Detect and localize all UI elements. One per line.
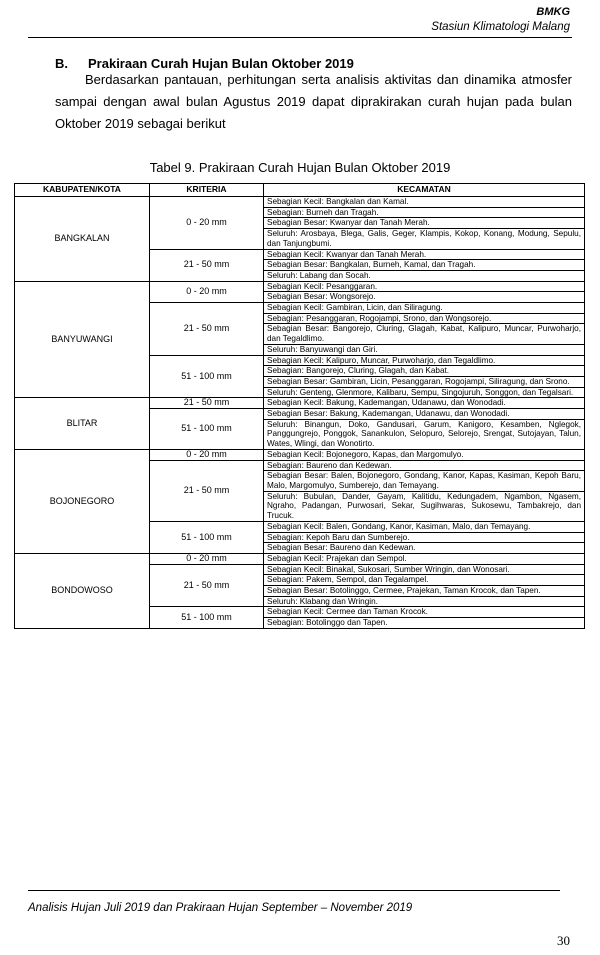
intro-paragraph [55,69,572,135]
kecamatan-cell: Seluruh: Banyuwangi dan Giri. [264,344,585,355]
kecamatan-cell: Sebagian: Kepoh Baru dan Sumberejo. [264,532,585,543]
table-row [15,281,585,292]
kriteria-cell: 21 - 50 mm [150,460,264,521]
kriteria-cell: 51 - 100 mm [150,521,264,553]
kabupaten-cell: BANYUWANGI [15,281,150,398]
column-header-kriteria: KRITERIA [150,184,264,197]
footer-text: Analisis Hujan Juli 2019 dan Prakiraan Hujan September – November 2019 [28,902,413,914]
kabupaten-cell: BOJONEGORO [15,449,150,553]
table-header-row [15,184,585,197]
kecamatan-cell: Sebagian Besar: Bangorejo, Cluring, Glagah, Kabat, Kalipuro, Muncar, Purwoharjo, dan Tegaldlimo. [264,324,585,344]
kecamatan-cell: Sebagian Kecil: Kalipuro, Muncar, Purwoharjo, dan Tegaldlimo. [264,355,585,366]
kecamatan-cell: Sebagian: Pakem, Sempol, dan Tegalampel. [264,575,585,586]
header-station: Stasiun Klimatologi Malang [431,21,570,33]
kriteria-cell: 51 - 100 mm [150,607,264,628]
kecamatan-cell: Seluruh: Arosbaya, Blega, Galis, Geger, Klampis, Kokop, Konang, Modung, Sepulu, dan Tanjungbumi. [264,229,585,249]
kecamatan-cell: Seluruh: Bubulan, Dander, Gayam, Kalitidu, Kedungadem, Ngambon, Ngasem, Ngraho, Padangan, Purwosari, Sekar, Sugihwaras, Sukosewu, Tambakrejo, dan Trucuk. [264,491,585,521]
kriteria-cell: 21 - 50 mm [150,398,264,409]
column-header-kabupaten: KABUPATEN/KOTA [15,184,150,197]
kecamatan-cell: Sebagian Kecil: Gambiran, Licin, dan Siliragung. [264,303,585,314]
section-number: B. [55,56,68,71]
column-header-kecamatan: KECAMATAN [264,184,585,197]
header-rule [28,37,572,38]
kecamatan-cell: Sebagian Besar: Balen, Bojonegoro, Gondang, Kanor, Kapas, Kasiman, Kepoh Baru, Malo, Margomulyo, Sumberejo, dan Temayang. [264,471,585,491]
kecamatan-cell: Sebagian Kecil: Bakung, Kademangan, Udanawu, dan Wonodadi. [264,398,585,409]
table-caption: Tabel 9. Prakiraan Curah Hujan Bulan Oktober 2019 [149,160,451,175]
kecamatan-cell: Sebagian Besar: Baureno dan Kedewan. [264,543,585,554]
kriteria-cell: 0 - 20 mm [150,281,264,302]
kabupaten-cell: BANGKALAN [15,197,150,282]
kecamatan-cell: Seluruh: Labang dan Socah. [264,270,585,281]
kecamatan-cell: Sebagian Kecil: Balen, Gondang, Kanor, Kasiman, Malo, dan Temayang. [264,521,585,532]
table-row [15,449,585,460]
kecamatan-cell: Sebagian Besar: Botolinggo, Cermee, Prajekan, Taman Krocok, dan Tapen. [264,586,585,597]
table-row [15,398,585,409]
kecamatan-cell: Sebagian Kecil: Binakal, Sukosari, Sumber Wringin, dan Wonosari. [264,564,585,575]
kabupaten-cell: BONDOWOSO [15,553,150,628]
kecamatan-cell: Sebagian Besar: Bangkalan, Burneh, Kamal, dan Tragah. [264,260,585,271]
rainfall-forecast-table [14,183,585,629]
kecamatan-cell: Sebagian Kecil: Kwanyar dan Tanah Merah. [264,249,585,260]
footer-rule [28,890,560,891]
kecamatan-cell: Sebagian Besar: Kwanyar dan Tanah Merah. [264,218,585,229]
kriteria-cell: 21 - 50 mm [150,564,264,607]
kriteria-cell: 0 - 20 mm [150,449,264,460]
kecamatan-cell: Sebagian Besar: Bakung, Kademangan, Udanawu, dan Wonodadi. [264,409,585,420]
kriteria-cell: 21 - 50 mm [150,249,264,281]
kecamatan-cell: Sebagian Besar: Wongsorejo. [264,292,585,303]
kecamatan-cell: Sebagian: Pesanggaran, Rogojampi, Srono, dan Wongsorejo. [264,313,585,324]
kecamatan-cell: Seluruh: Binangun, Doko, Gandusari, Garum, Kanigoro, Kesamben, Nglegok, Panggungrejo, Ponggok, Sanankulon, Selopuro, Selorejo, Srengat, Sutojayan, Talun, Wates, Wlingi, dan Wonotirto. [264,419,585,449]
kriteria-cell: 0 - 20 mm [150,553,264,564]
table-row [15,197,585,208]
kecamatan-cell: Sebagian Kecil: Prajekan dan Sempol. [264,553,585,564]
header-org: BMKG [536,6,570,18]
page-number: 30 [557,933,570,948]
kecamatan-cell: Sebagian Kecil: Bangkalan dan Kamal. [264,197,585,208]
kecamatan-cell: Seluruh: Genteng, Glenmore, Kalibaru, Sempu, Singojuruh, Songgon, dan Tegalsari. [264,387,585,398]
kecamatan-cell: Sebagian: Burneh dan Tragah. [264,207,585,218]
kecamatan-cell: Sebagian Kecil: Cermee dan Taman Krocok. [264,607,585,618]
kriteria-cell: 0 - 20 mm [150,197,264,250]
kecamatan-cell: Sebagian Kecil: Bojonegoro, Kapas, dan Margomulyo. [264,449,585,460]
intro-text: Berdasarkan pantauan, perhitungan serta analisis aktivitas dan dinamika atmosfer sampai dengan awal bulan Agustus 2019 dapat diprakirakan curah hujan pada bulan Oktober 2019 sebagai berikut [55,72,572,131]
kecamatan-cell: Sebagian Besar: Gambiran, Licin, Pesanggaran, Rogojampi, Siliragung, dan Srono. [264,376,585,387]
kabupaten-cell: BLITAR [15,398,150,450]
kriteria-cell: 51 - 100 mm [150,355,264,398]
section-title: Prakiraan Curah Hujan Bulan Oktober 2019 [88,56,354,71]
kecamatan-cell: Sebagian Kecil: Pesanggaran. [264,281,585,292]
kecamatan-cell: Seluruh: Klabang dan Wringin. [264,596,585,607]
kecamatan-cell: Sebagian: Baureno dan Kedewan. [264,460,585,471]
kecamatan-cell: Sebagian: Bangorejo, Cluring, Glagah, dan Kabat. [264,366,585,377]
table-row [15,553,585,564]
kriteria-cell: 21 - 50 mm [150,303,264,356]
kecamatan-cell: Sebagian: Botolinggo dan Tapen. [264,618,585,629]
table-body [15,197,585,629]
kriteria-cell: 51 - 100 mm [150,409,264,450]
